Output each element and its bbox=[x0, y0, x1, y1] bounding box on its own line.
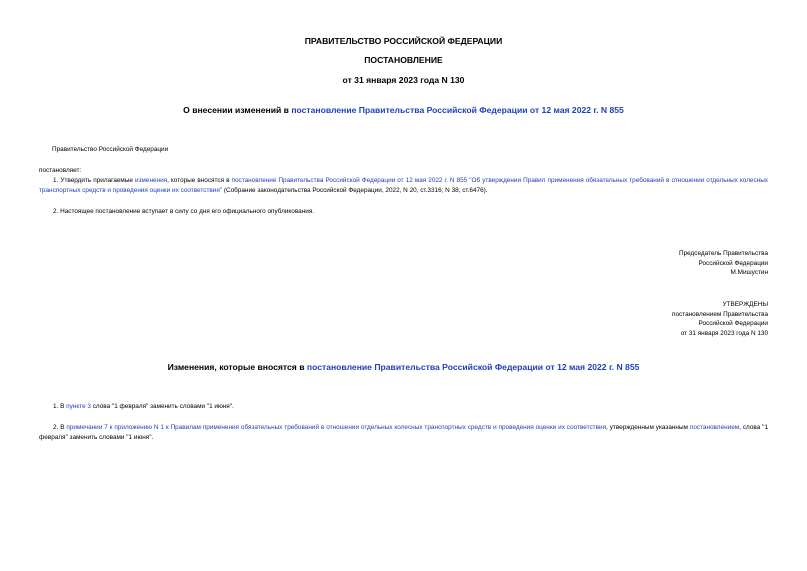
approval-line-1: УТВЕРЖДЕНЫ bbox=[722, 301, 768, 308]
signature-position: Председатель Правительства bbox=[679, 250, 768, 257]
signature-org: Российской Федерации bbox=[698, 259, 768, 267]
item1-suffix: (Собрание законодательства Российской Федерации, 2022, N 20, ст.3316; N 38, ст.6476). bbox=[222, 186, 488, 194]
signature-name: М.Мишустин bbox=[730, 269, 768, 277]
change1-suffix: слова "1 февраля" заменить словами "1 июня". bbox=[90, 403, 234, 410]
issuer: Правительство Российской Федерации bbox=[52, 146, 169, 153]
item-2: 2. Настоящее постановление вступает в силу со дня его официального опубликования. bbox=[53, 208, 315, 215]
change1-prefix: 1. В bbox=[53, 403, 67, 410]
changes-title bbox=[0, 362, 807, 372]
change2-resolution-link[interactable]: постановлением bbox=[689, 424, 740, 431]
change2-note-link[interactable]: примечании 7 к приложению N 1 к Правилам применения обязательных требований в отношении отдельных колесных транспортных средств и проведения оценки их соответствия bbox=[66, 424, 607, 431]
approval-line-3: Российской Федерации bbox=[698, 320, 768, 328]
change2-suffix: , слова "1 февраля" заменить словами "1 июня". bbox=[39, 424, 768, 441]
resolves-text: постановляет: bbox=[39, 167, 82, 174]
change2-mid: , утвержденным указанным bbox=[606, 424, 690, 431]
title-link[interactable]: постановление Правительства Российской Федерации от 12 мая 2022 г. N 855 bbox=[291, 105, 624, 115]
item1-mid: , которые вносятся в bbox=[167, 177, 232, 184]
change-2 bbox=[39, 423, 768, 442]
changes-title-link[interactable]: постановление Правительства Российской Федерации от 12 мая 2022 г. N 855 bbox=[306, 362, 640, 372]
document-date-number: от 31 января 2023 года N 130 bbox=[342, 75, 465, 85]
changes-title-prefix: Изменения, которые вносятся в bbox=[167, 362, 307, 372]
approval-line-4: от 31 января 2023 года N 130 bbox=[680, 329, 768, 337]
item1-changes-link[interactable]: изменения bbox=[135, 177, 168, 184]
approval-line-2: постановлением Правительства bbox=[672, 310, 768, 318]
title-prefix: О внесении изменений в bbox=[183, 105, 292, 115]
change-1 bbox=[53, 402, 234, 412]
document-title bbox=[0, 105, 807, 115]
change1-point-link[interactable]: пункте 3 bbox=[66, 403, 91, 410]
item-1 bbox=[39, 176, 768, 195]
change2-prefix: 2. В bbox=[53, 424, 67, 431]
item1-resolution-link[interactable]: постановление Правительства Российской Федерации от 12 мая 2022 г. N 855 "Об утверждении Правил применения обязательных требований в отношении отдельных колесных транспортных средств и проведения оценки их соответствия" bbox=[39, 177, 768, 194]
item1-prefix: 1. Утвердить прилагаемые bbox=[53, 177, 136, 184]
document-type: ПОСТАНОВЛЕНИЕ bbox=[364, 55, 443, 65]
approval-block bbox=[672, 300, 768, 338]
government-heading: ПРАВИТЕЛЬСТВО РОССИЙСКОЙ ФЕДЕРАЦИИ bbox=[304, 36, 503, 46]
signature-block bbox=[679, 249, 768, 278]
